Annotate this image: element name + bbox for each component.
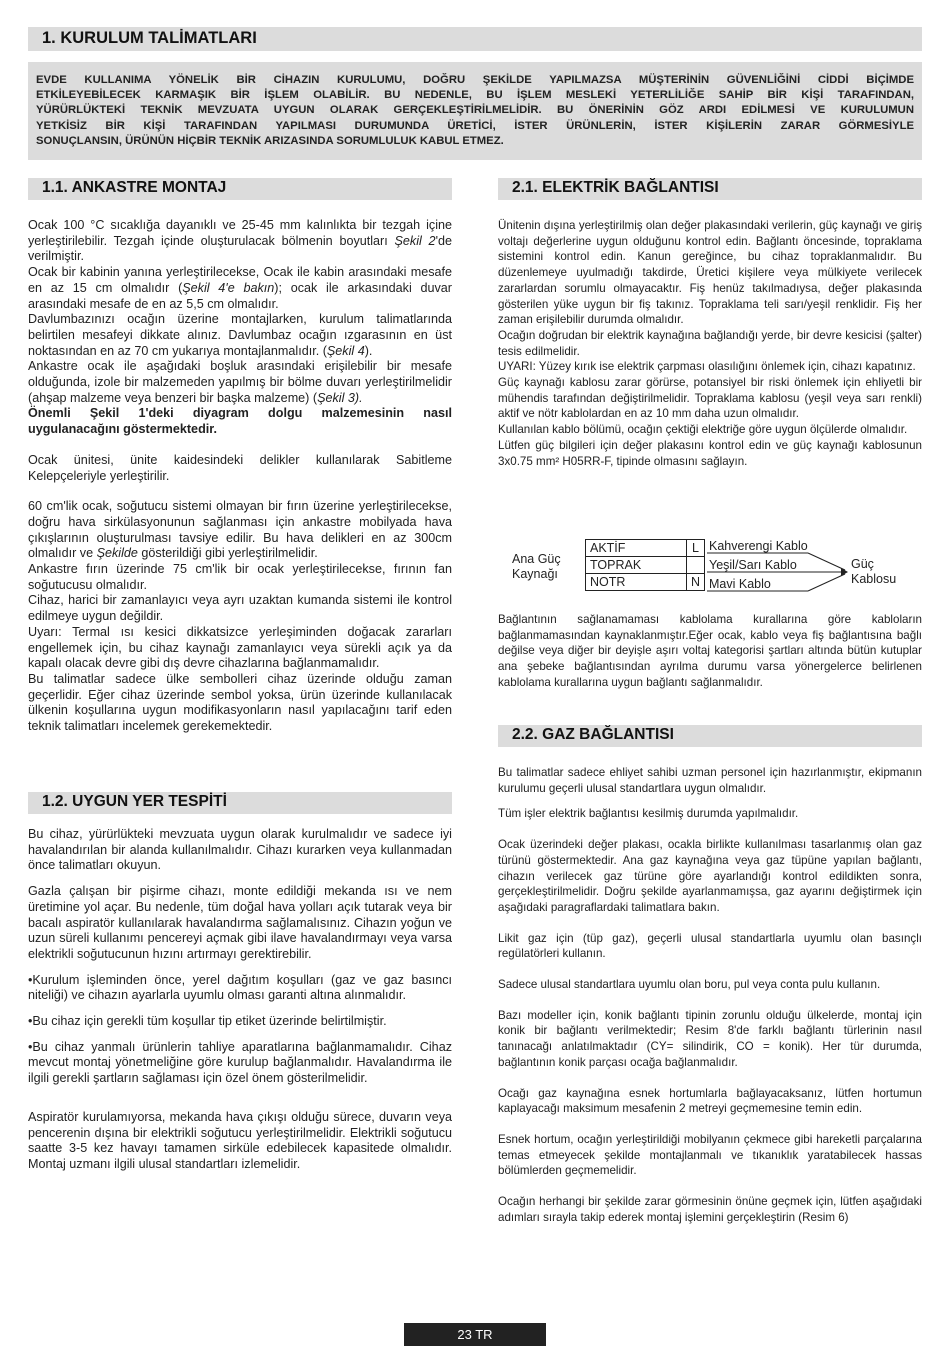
installation-warning [28,62,922,160]
paragraph: Bu talimatlar sadece ülke sembolleri cihaz üzerinde olduğu zaman geçerlidir. Eğer cihaz üzerinde sembol yoksa, ürün üzerinde kullanılacak ülkenin koşullarına uygun modifikasyonların nasıl yapılacağını tarif eden teknik talimatları incelemek gerekemektedir. [28,671,452,734]
paragraph: Bağlantının sağlanamaması kablolama kurallarına göre kabloların bağlanmamasından kaynaklanmıştır.Eğer ocak, kablo veya fiş bağlantısına bağlı değilse veya diğer bir deyişle aşırı voltaj kategorisi şartları altında bütün kutuplar ana şebeke bağlantısından ayrılma durumu varsa yönergelerce belirlenen kablolama kurallarına uygun bağlantı sağlanmalıdır. [498,613,922,689]
wire-name: NOTR [586,574,687,591]
section-2-1-body [498,218,922,469]
paragraph: Ocağın herhangi bir şekilde zarar görmesinin önüne geçmek için, lütfen aşağıdaki adımları sırayla takip ederek montaj işlemini gerçekleştirin (Resim 6) [498,1195,922,1224]
figure-ref: Şekil 4 [326,343,365,358]
paragraph: Bazı modeller için, konik bağlantı tipinin zorunlu olduğu ülkelerde, montaj için konik bir bağlantı verilmektedir; Resim 8'de farklı bağlantı türlerinin nasıl tanınacağı anlatılmaktadır (CY= silindirik, CO = konik). Her tür durumda, bağlantının konik parçası ocağa bağlanmalıdır. [498,1008,922,1069]
wire-code [686,557,704,574]
paragraph: 60 cm'lik ocak, soğutucu sistemi olmayan bir fırın üzerine yerleştirilecekse, doğru hava sirkülasyonunun sağlanması için ankastre mobilyada hava çıkışlarının oluşturulması tavsiye edilir. Bu hava delikleri en az 300cm olmalıdır ve Şekilde gösterildiği gibi yerleştirilmelidir. [28,499,452,561]
main-heading: 1. KURULUM TALİMATLARI [28,27,922,51]
paragraph: Ocak üzerindeki değer plakası, ocakla birlikte kullanılması tasarlanmış olan gaz türünü göstermektedir. Ana gaz kaynağına veya gaz tüpüne yapılan bağlantı, cihazın verilecek gaz türüne göre ayarlandığı kontrol edildikten sonra, gerçekleştirilmelidir. Doğru şekilde ayarlanmamışsa, gaz ayarını değiştirmek için aşağıdaki paragraflardaki talimatlara bakın. [498,838,922,914]
paragraph: Ankastre fırın üzerinde 75 cm'lik bir ocak yerleştirilecekse, fırının fan soğutucusu olmalıdır. [28,562,452,592]
paragraph: Gazla çalışan bir pişirme cihazı, monte edildiği mekanda ısı ve nem üretimine yol açar. Bu nedenle, tüm doğal hava yolları açık tutarak veya bir bacalı aspiratör kullanılarak havalandırma sağlamalısınız. Cihazın yoğun ve uzun süreli kullanımı pencereyi açmak gibi ilave havalandırmayı veya varsa elektrikli soğutucunun hızını artırmayı gerektirebilir. [28,884,452,961]
paragraph: Güç kaynağı kablosu zarar görürse, potansiyel bir riski önlemek için ehliyetli bir mühendis tarafından değiştirilmelidir. Topraklama kablosu (yeşil veya sarı renkli) aktif ve nötr kablolardan en az 10 mm daha uzun olmalıdır. [498,376,922,421]
section-heading-1-1: 1.1. ANKASTRE MONTAJ [28,178,452,200]
paragraph: Ünitenin dışına yerleştirilmiş olan değer plakasındaki verilerin, güç kaynağı ve giriş voltajı değerlerine uygun olduğunu kontrol edin. Bağlantı öncesinde, topraklama sistemini kontrol edin. Kanun gereğince, bu cihaz topraklanmalıdır. Bu düzenlemeye uyulmadığı takdirde, Üretici kişilere veya mülkiyete verilecek zararlardan sorumlu olmayacaktır. Fiş henüz takılmadıysa, değer plakasında gösterilen yüke uygun bir fiş takınız. Topraklama teli sarı/yeşil renklidir. Fiş her zaman erişilebilir durumda olmalıdır. [498,219,922,327]
paragraph: Ocak 100 °C sıcaklığa dayanıklı ve 25-45 mm kalınlıkta bir tezgah içine yerleştirilebilir. Tezgah içinde oluşturulacak bölmenin boyutları Şekil 2'de verilmiştir. [28,218,452,264]
paragraph: Bu cihaz, yürürlükteki mevzuata uygun olarak kurulmalıdır ve sadece iyi havalandırılan bir alanda kullanılmalıdır. Cihazı kurarken veya kullanmadan önce talimatları okuyun. [28,827,452,873]
wire-name: AKTİF [586,540,687,557]
warning-line: YÜRÜRLÜKTEKİ TEKNİK MEVZUATA UYGUN OLARAK GERÇEKLEŞTİRİLMELİDİR. BU ÖNERİNİN GÖZ ARDI EDİLMESİ VE KURULUMUN [36,104,914,117]
section-heading-2-2: 2.2. GAZ BAĞLANTISI [498,725,922,747]
paragraph: Aspiratör kurulamıyorsa, mekanda hava çıkışı olduğu sürece, duvarın veya pencerenin dışına bir elektrikli soğutucu yerleştirilmelidir. Elektrikli soğutucu saatte 3-5 kez havayı tamamen sirküle edebilecek kapasitede olmalıdır. Montaj uzmanı ilgili ulusal standartları izlemelidir. [28,1109,452,1171]
warning-line: ETKİLEYEBİLECEK KARMAŞIK BİR İŞLEM OLABİLİR. BU NEDENLE, BU İŞLEM MESLEKİ YETERLİLİĞE SAHİP BİR KİŞİ TARAFINDAN, [36,89,914,102]
paragraph: •Bu cihaz yanmalı ürünlerin tahliye aparatlarına bağlanmamalıdır. Cihaz mevcut montaj yönetmeliğine göre kurulup bağlanmalıdır. Havalandırma ile ilgili gerekli şartların sağlaması için özel önem gösterilmelidir. [28,1039,452,1086]
cable-line-blue-slant [808,574,845,591]
figure-ref: Şekilde [96,546,138,561]
warning-line: YETKİSİZ BİR KİŞİ TARAFINDAN YAPILMASI DURUMUNDA ÜRETİCİ, İSTER ÜRÜNLERİN, İSTER KİŞİLERİN ZARAR GÖRMESİYLE [36,119,914,132]
section-heading-2-1: 2.1. ELEKTRİK BAĞLANTISI [498,178,922,200]
paragraph: Davlumbazınızı ocağın üzerine montajlarken, kurulum talimatlarında belirtilen mesafeyi dikkate alınız. Davlumbaz ocağın ızgarasının en üst noktasından en az 70 cm yukarıya montajlanmalıdır. (Şekil 4). [28,312,452,358]
mains-label: Ana Güç Kaynağı [512,552,561,581]
paragraph: UYARI: Yüzey kırık ise elektrik çarpması olasılığını önlemek için, cihazı kapatınız. [498,360,916,374]
warning-line: EVDE KULLANIMA YÖNELİK BİR CİHAZIN KURULUMU, DOĞRU ŞEKİLDE YAPILMAZSA MÜŞTERİNİN GÜVENLİĞİNİ CİDDİ BİÇİMDE [36,74,914,86]
cable-line-brown-slant [808,553,845,570]
arrow-head-icon [841,568,848,576]
warning-line: SONUÇLANSIN, ÜRÜNÜN HİÇBİR TEKNİK ARIZASINDA SORUMLULUK KABUL ETMEZ. [36,134,504,147]
section-1-1-body [28,218,452,735]
paragraph: •Kurulum işleminden önce, yerel dağıtım koşulları (gaz ve gaz basıncı niteliği) ve cihazın ayarlarla uyumlu olması garanti altına alınmalıdır. [28,972,452,1003]
figure-ref: Şekil 3). [317,390,363,405]
wire-code: L [686,540,704,557]
section-2-2-body [498,765,922,1225]
cable-label-green-yellow: Yeşil/Sarı Kablo [709,558,797,572]
wire-name: TOPRAK [586,557,687,574]
paragraph: Ankastre ocak ile aşağıdaki boşluk arasındaki erişilebilir bir mesafe olduğunda, izole bir malzemeden yapılmış bir bölme duvarı yerleştirilmelidir (ahşap malzeme veya benzeri bir başka malzeme) (Şekil 3). [28,359,452,405]
cable-lines [705,550,850,596]
important-note: Önemli Şekil 1'deki diyagram dolgu malzemesinin nasıl uygulanacağını göstermektedir. [28,406,452,437]
figure-ref: Şekil 4'e bakın [182,280,275,295]
page-number: 23 TR [404,1323,546,1346]
paragraph: Uyarı: Termal ısı kesici dikkatsizce yerleşiminden doğacak zararları engellemek için, bu cihaz kaynağı zamanlayıcı veya sürekli açık ya da kapalı olacak devre gibi dış devre cihazlarına bağlanmamalıdır. [28,624,452,671]
paragraph: Kullanılan kablo bölümü, ocağın çektiği elektriğe göre uygun ölçülerde olmalıdır. [498,423,908,437]
paragraph: Bu talimatlar sadece ehliyet sahibi uzman personel için hazırlanmıştır, ekipmanın kurulumu geçerli ulusal standartlara uygun olmalıdır. [498,766,922,795]
wire-row-active [586,540,705,557]
figure-ref: Şekil 2 [394,233,436,248]
wire-row-neutral [586,574,705,591]
paragraph: Tüm işler elektrik bağlantısı kesilmiş durumda yapılmalıdır. [498,807,799,821]
paragraph: Ocak ünitesi, ünite kaidesindeki delikler kullanılarak Sabitleme Kelepçeleriyle yerleştirilir. [28,452,452,483]
wire-row-earth [586,557,705,574]
section-1-2-body [28,827,452,1173]
section-heading-1-2: 1.2. UYGUN YER TESPİTİ [28,792,452,814]
wire-code: N [686,574,704,591]
cable-label-brown: Kahverengi Kablo [709,539,808,553]
paragraph: Ocak bir kabinin yanına yerleştirilecekse, Ocak ile kabin arasındaki mesafe en az 15 cm olmalıdır (Şekil 4'e bakın); ocak ile arkasındaki duvar arasındaki mesafe de en az 5,5 cm olmalıdır. [28,265,453,311]
paragraph: •Bu cihaz için gerekli tüm koşullar tip etiket üzerinde belirtilmiştir. [28,1014,387,1029]
paragraph: Sadece ulusal standartlara uyumlu olan boru, pul veya conta pulu kullanın. [498,978,881,992]
section-2-1-footer-text [498,612,922,691]
cable-label-blue: Mavi Kablo [709,577,771,591]
paragraph: Esnek hortum, ocağın yerleştirildiği mobilyanın çekmece gibi hareketli parçalarına temas etmeyecek şekilde montajlanmalı ve tıkanıklık yaratabilecek hassas bölümlerden geçmemelidir. [498,1132,922,1178]
wiring-table [585,539,705,591]
paragraph: Cihaz, harici bir zamanlayıcı veya ayrı uzaktan kumanda sistemi ile kontrol edilmeye uygun değildir. [28,593,452,624]
paragraph: Likit gaz için (tüp gaz), geçerli ulusal standartlarla uyumlu olan basınçlı regülatörleri kullanın. [498,931,922,961]
paragraph: Lütfen güç bilgileri için değer plakasını kontrol edin ve güç kaynağı kablosunun 3x0.75 mm² H05RR-F, tipinde olmasını sağlayın. [498,438,922,468]
paragraph: Ocağın doğrudan bir elektrik kaynağına bağlandığı yerde, bir devre kesicisi (şalter) tesis edilmelidir. [498,328,922,358]
paragraph: Ocağı gaz kaynağına esnek hortumlarla bağlayacaksanız, lütfen hortumun kaplayacağı maksimum mesafenin 2 metreyi geçmemesine temin edin. [498,1086,922,1116]
power-cable-label: Güç Kablosu [851,557,897,586]
